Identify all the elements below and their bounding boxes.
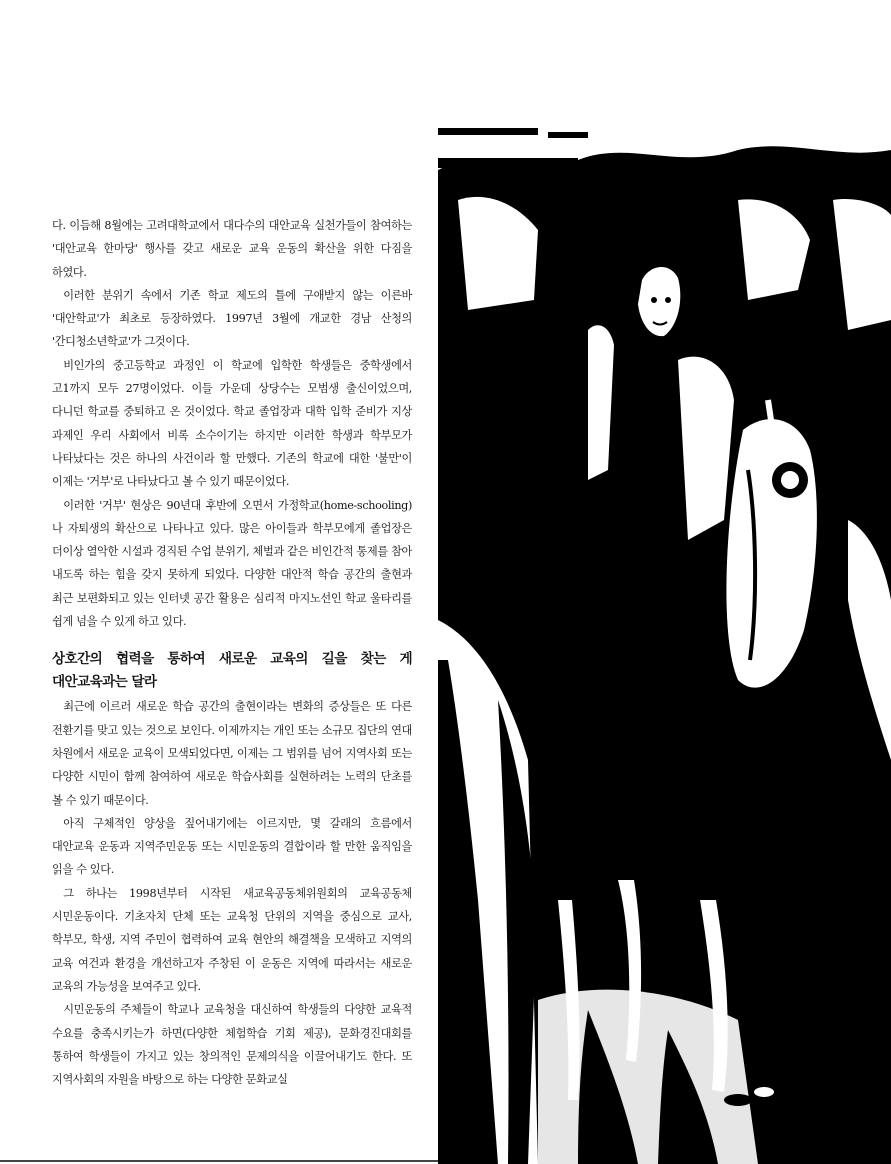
section-heading: 상호간의 협력을 통하여 새로운 교육의 길을 찾는 게 대안교육과는 달라 [52,651,412,691]
paragraph: 이러한 분위기 속에서 기존 학교 제도의 틀에 구애받지 않는 이른바 '대안학교'가 최초로 등장하였다. 1997년 3월에 개교한 경남 산청의 '간디청소년학교'가 그것이다. [52,288,412,349]
paragraph: 비인가의 중고등학교 과정인 이 학교에 입학한 학생들은 중학생에서 고1까지 모두 27명이었다. 이들 가운데 상당수는 모범생 출신이었으며, 다니던 학교를 중퇴하고 온 것이었다. 학교 졸업장과 대학 입학 준비가 지상 과제인 우리 사회에서 비록 소수이기는 하지만 이러한 학생과 학부모가 나타났다는 것은 하나의 사건이라 할 만했다. 기존의 학교에 대한 '불만'이 이제는 '거부'로 나타났다고 볼 수 있기 때문이었다. [52,358,412,489]
paragraph: 이러한 '거부' 현상은 90년대 후반에 오면서 가정학교(home-schooling)나 자퇴생의 확산으로 나타나고 있다. 많은 아이들과 학부모에게 졸업장은 더이상 열악한 시설과 경직된 수업 분위기, 체벌과 같은 비인간적 통제를 참아 내도록 하는 힘을 갖지 못하게 되었다. 다양한 대안적 학습 공간의 출현과 최근 보편화되고 있는 인터넷 공간 활용은 심리적 마지노선인 학교 울타리를 쉽게 넘을 수 있게 하고 있다. [52,498,412,629]
paragraph: 다. 이듬해 8월에는 고려대학교에서 대다수의 대안교육 실천가들이 참여하는 '대안교육 한마당' 행사를 갖고 새로운 교육 운동의 확산을 위한 다짐을 하였다. [52,219,412,279]
paragraph: 시민운동의 주체들이 학교나 교육청을 대신하여 학생들의 다양한 교육적 수요를 충족시키는가 하면(다양한 체험학습 기회 제공), 문화경진대회를 통하여 학생들이 가지고 있는 창의적인 문제의식을 이끌어내기도 한다. 또 지역사회의 자원을 바탕으로 하는 다양한 문화교실 [52,1003,412,1087]
students-walking-photo [438,0,891,1164]
paragraph: 최근에 이르러 새로운 학습 공간의 출현이라는 변화의 증상들은 또 다른 전환기를 맞고 있는 것으로 보인다. 이제까지는 개인 또는 소규모 집단의 연대 차원에서 새로운 교육이 모색되었다면, 이제는 그 범위를 넘어 지역사회 또는 다양한 시민이 함께 참여하여 새로운 학습사회를 실현하려는 노력의 단초를 볼 수 있기 때문이다. [52,700,412,807]
paragraph: 아직 구체적인 양상을 짚어내기에는 이르지만, 몇 갈래의 흐름에서 대안교육 운동과 지역주민운동 또는 시민운동의 결합이라 할 만한 움직임을 읽을 수 있다. [52,816,412,877]
article-column [52,214,412,1091]
page-bottom-rule [0,1160,438,1162]
paragraph: 그 하나는 1998년부터 시작된 새교육공동체위원회의 교육공동체 시민운동이다. 기초자치 단체 또는 교육청 단위의 지역을 중심으로 교사, 학부모, 학생, 지역 주민이 협력하여 교육 현안의 해결책을 모색하고 지역의 교육 여건과 환경을 개선하고자 주창된 이 운동은 지역에 따라서는 새로운 교육의 가능성을 보여주고 있다. [52,886,412,993]
